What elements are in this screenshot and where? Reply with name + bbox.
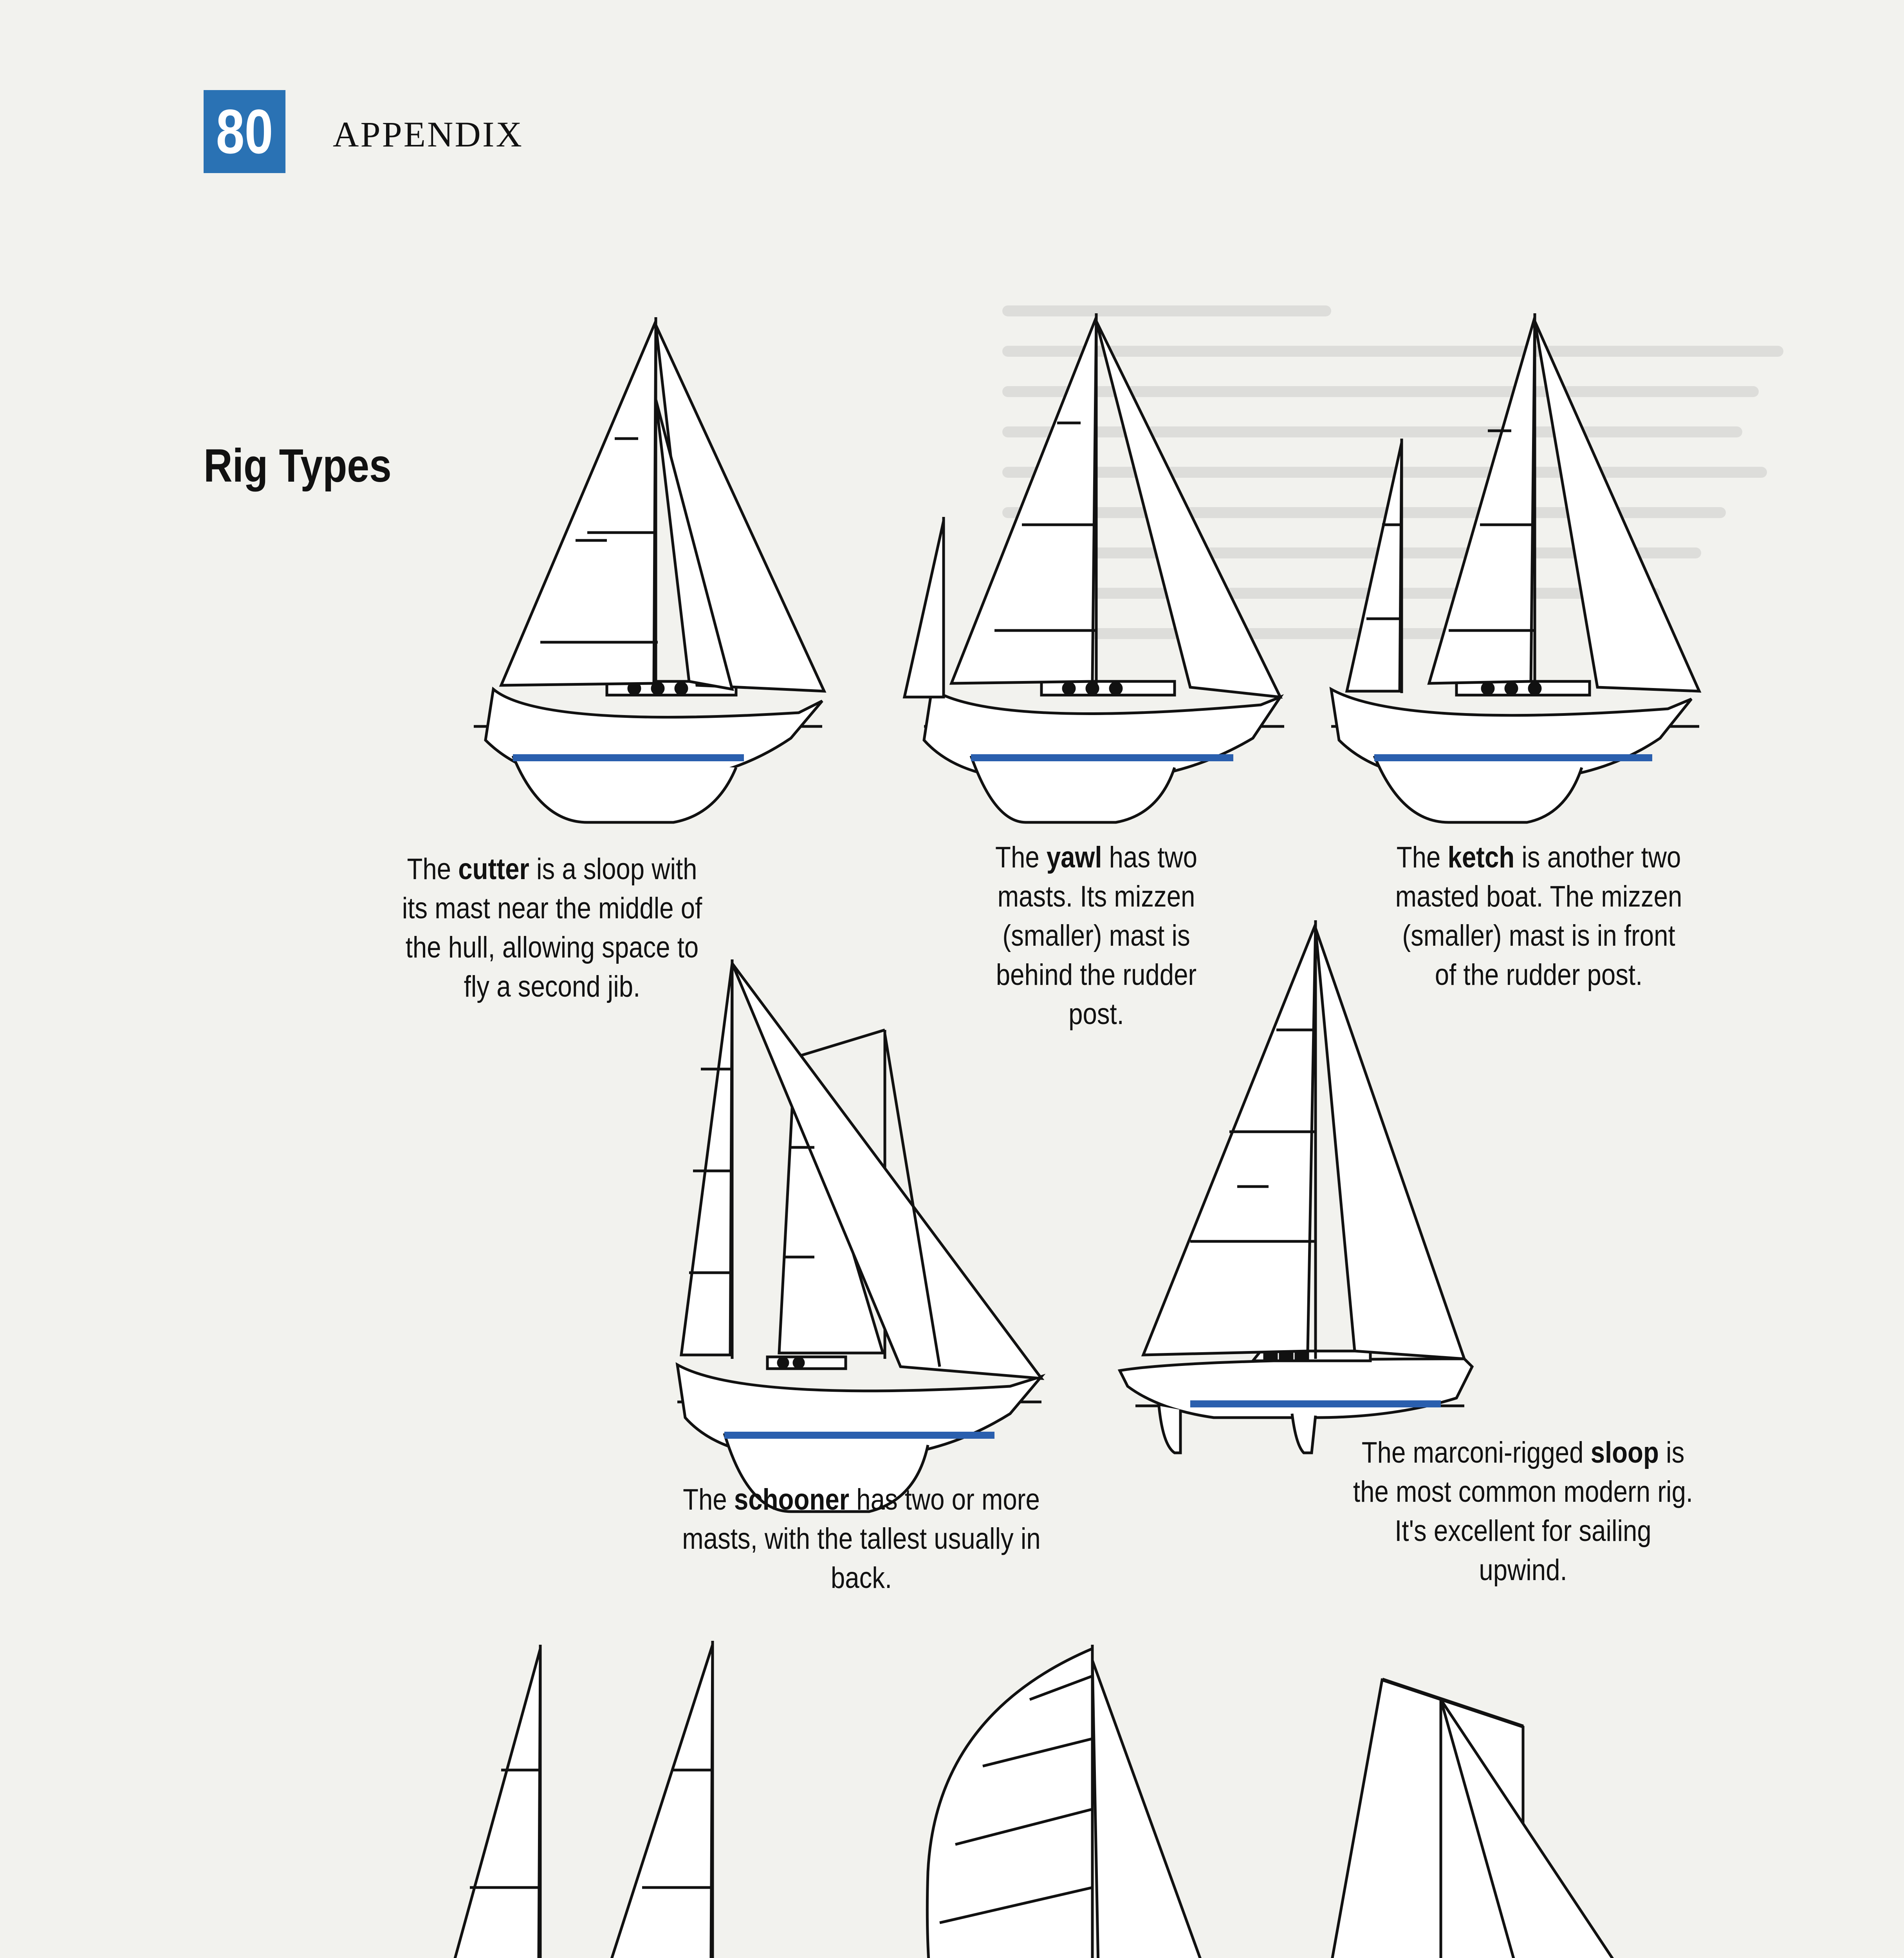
yawl-caption: [968, 838, 1224, 1034]
sloop-caption-term: sloop: [1590, 1436, 1659, 1469]
cat-ketch-illustration: [423, 1621, 783, 1958]
ketch-caption-post: is another two masted boat. The mizzen (smaller) mast is in front of the rudder post.: [1395, 841, 1682, 992]
schooner-caption-post: has two or more masts, with the tallest usually in back.: [682, 1483, 1041, 1595]
page-number: 80: [204, 90, 285, 173]
gaff-rig-illustration: [1304, 1645, 1719, 1958]
section-heading: Rig Types: [204, 439, 392, 492]
section-title: APPENDIX: [333, 114, 523, 154]
schooner-caption-pre: The: [683, 1483, 734, 1516]
sloop-caption-pre: The marconi-rigged: [1361, 1436, 1591, 1469]
ketch-caption-term: ketch: [1447, 841, 1515, 874]
cutter-caption: [401, 850, 704, 1006]
cutter-caption-post: is a sloop with its mast near the middle of the hull, allowing space to fly a second jib.: [402, 853, 702, 1003]
schooner-caption: [680, 1480, 1043, 1598]
yawl-caption-term: yawl: [1046, 841, 1102, 874]
ketch-illustration: [1323, 305, 1715, 834]
ketch-caption: [1394, 838, 1684, 995]
schooner-illustration: [666, 952, 1057, 1519]
multihull-illustration: [897, 1637, 1265, 1958]
cutter-illustration: [462, 305, 838, 834]
cutter-caption-pre: The: [407, 853, 458, 886]
yawl-caption-post: has two masts. Its mizzen (smaller) mast is behind the rudder post.: [996, 841, 1197, 1031]
sloop-caption-post: is the most common modern rig. It's excellent for sailing upwind.: [1353, 1436, 1693, 1587]
sloop-caption: [1351, 1433, 1695, 1590]
schooner-caption-term: schooner: [734, 1483, 850, 1516]
yawl-caption-pre: The: [995, 841, 1047, 874]
cutter-caption-term: cutter: [458, 853, 529, 886]
ketch-caption-pre: The: [1396, 841, 1448, 874]
yawl-illustration: [893, 305, 1296, 834]
